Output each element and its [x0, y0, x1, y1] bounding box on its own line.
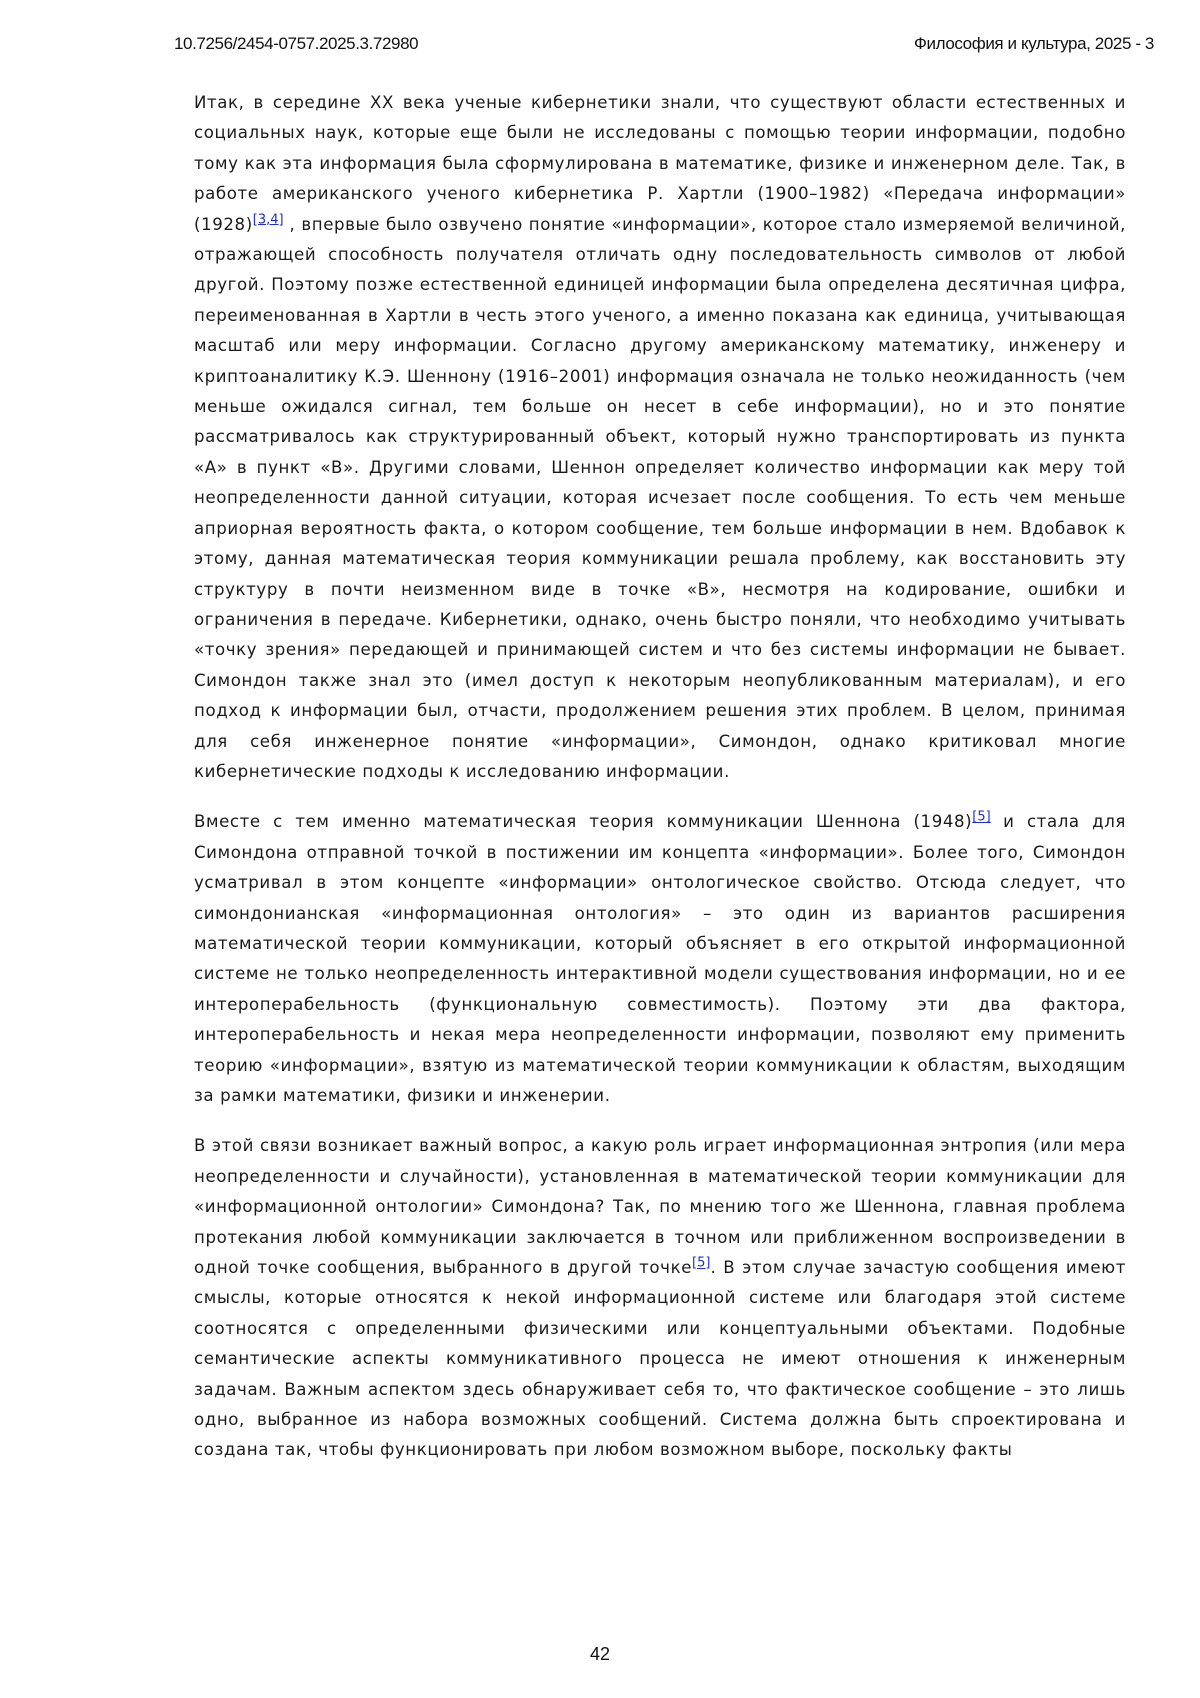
- paragraph-text: В этой связи возникает важный вопрос, а какую роль играет информационная энтропия (или мера неопределенности и случайности), установленная в математической теории коммуникации для «информационной онтологии» Симондона? Так, по мнению того же Шеннона, главная проблема протекания любой коммуникации заключается в точном или приближенном воспроизведении в одной точке сообщения, выбранного в другой точке: [194, 1136, 1126, 1277]
- paragraph-1: [194, 88, 1126, 787]
- citation-link[interactable]: [3,4]: [253, 212, 284, 227]
- article-body: [194, 88, 1126, 1486]
- doi-label: 10.7256/2454-0757.2025.3.72980: [174, 34, 418, 54]
- citation-link[interactable]: [5]: [972, 810, 990, 825]
- citation-link[interactable]: [5]: [692, 1256, 710, 1271]
- paragraph-2: [194, 807, 1126, 1111]
- paragraph-text: , впервые было озвучено понятие «информации», которое стало измеряемой величиной, отражающей способность получателя отличать одну последовательность символов от любой другой. Поэтому позже естественной единицей информации была определена десятичная цифра, переименованная в Хартли в честь этого ученого, а именно показана как единица, учитывающая масштаб или меру информации. Согласно другому американскому математику, инженеру и криптоаналитику К.Э. Шеннону (1916–2001) информация означала не только неожиданность (чем меньше ожидался сигнал, тем больше он несет в себе информации), но и это понятие рассматривалось как структурированный объект, который нужно транспортировать из пункта «А» в пункт «В». Другими словами, Шеннон определяет количество информации как меру той неопределенности данной ситуации, которая исчезает после сообщения. То есть чем меньше априорная вероятность факта, о котором сообщение, тем больше информации в нем. Вдобавок к этому, данная математическая теория коммуникации решала проблему, как восстановить эту структуру в почти неизменном виде в точке «В», несмотря на кодирование, ошибки и ограничения в передаче. Кибернетики, однако, очень быстро поняли, что необходимо учитывать «точку зрения» передающей и принимающей систем и что без системы информации не бывает. Симондон также знал это (имел доступ к некоторым неопубликованным материалам), и его подход к информации был, отчасти, продолжением решения этих проблем. В целом, принимая для себя инженерное понятие «информации», Симондон, однако критиковал многие кибернетические подходы к исследованию информации.: [194, 215, 1126, 781]
- page-number: 42: [0, 1644, 1200, 1665]
- paragraph-3: [194, 1131, 1126, 1465]
- paragraph-text: Вместе с тем именно математическая теория коммуникации Шеннона (1948): [194, 812, 972, 831]
- paragraph-text: и стала для Симондона отправной точкой в постижении им концепта «информации». Более того, Симондон усматривал в этом концепте «информации» онтологическое свойство. Отсюда следует, что симондонианская «информационная онтология» – это один из вариантов расширения математической теории коммуникации, который объясняет в его открытой информационной системе не только неопределенность интерактивной модели существования информации, но и ее интероперабельность (функциональную совместимость). Поэтому эти два фактора, интероперабельность и некая мера неопределенности информации, позволяют ему применить теорию «информации», взятую из математической теории коммуникации к областям, выходящим за рамки математики, физики и инженерии.: [194, 812, 1126, 1105]
- page-header: [174, 34, 1154, 62]
- journal-title: Философия и культура, 2025 - 3: [914, 34, 1154, 54]
- paragraph-text: Итак, в середине XX века ученые кибернетики знали, что существуют области естественных и социальных наук, которые еще были не исследованы с помощью теории информации, подобно тому как эта информация была сформулирована в математике, физике и инженерном деле. Так, в работе американского ученого кибернетика Р. Хартли (1900–1982) «Передача информации» (1928): [194, 93, 1126, 234]
- paragraph-text: . В этом случае зачастую сообщения имеют смыслы, которые относятся к некой информационной системе или благодаря этой системе соотносятся с определенными физическими или концептуальными объектами. Подобные семантические аспекты коммуникативного процесса не имеют отношения к инженерным задачам. Важным аспектом здесь обнаруживает себя то, что фактическое сообщение – это лишь одно, выбранное из набора возможных сообщений. Система должна быть спроектирована и создана так, чтобы функционировать при любом возможном выборе, поскольку факты: [194, 1258, 1126, 1459]
